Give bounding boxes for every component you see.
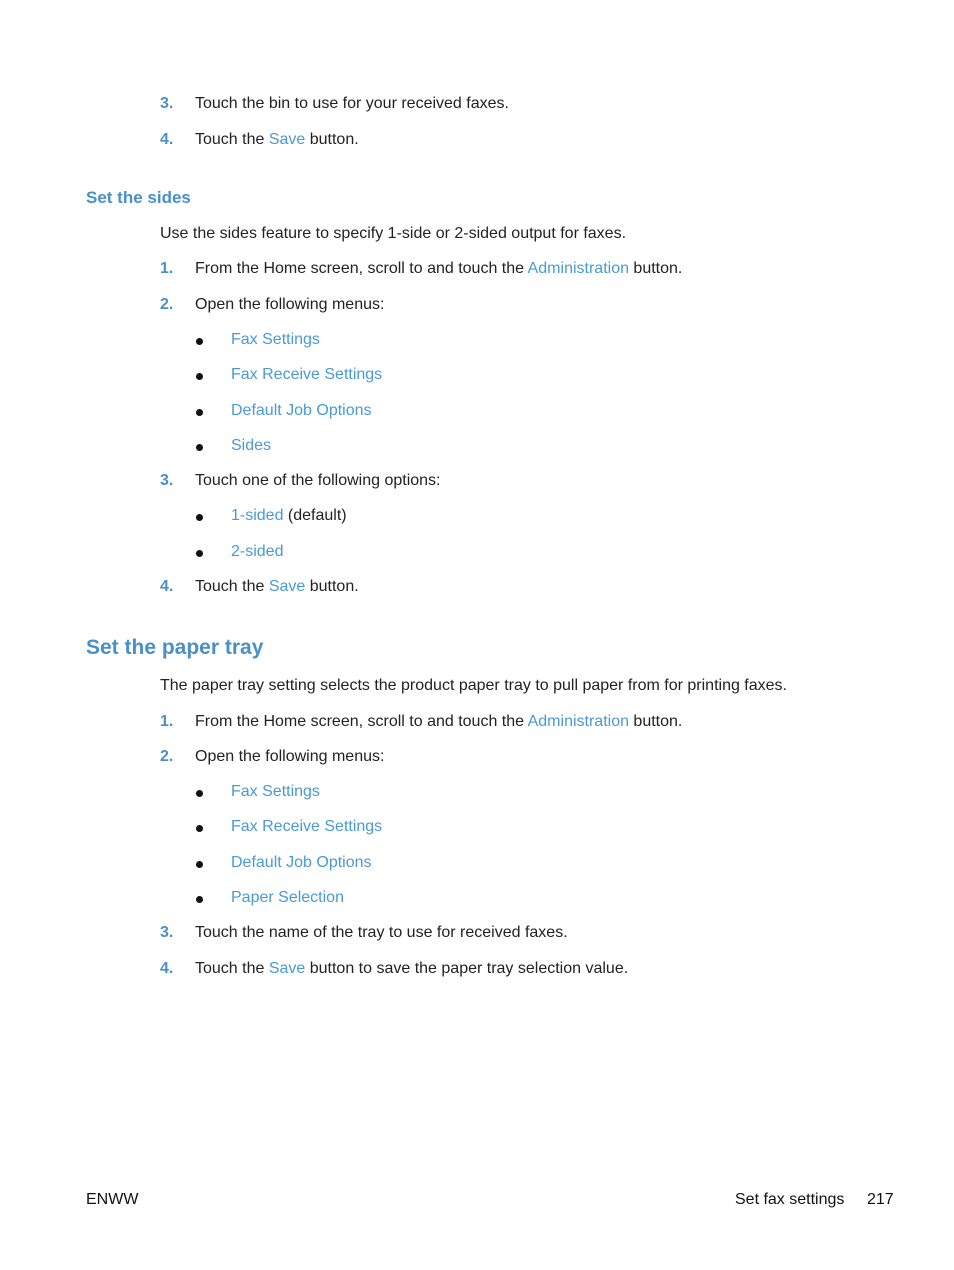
step-number: 2.	[160, 748, 174, 765]
step-text: Open the following menus:	[195, 296, 385, 313]
bullet	[196, 444, 203, 451]
save-link[interactable]: Save	[268, 131, 306, 148]
step-text: Touch the bin to use for your received faxes.	[195, 95, 509, 112]
footer-section-title: Set fax settings	[735, 1191, 845, 1208]
default-job-options-link[interactable]: Default Job Options	[231, 854, 372, 871]
sides-intro: Use the sides feature to specify 1-side or 2-sided output for faxes.	[160, 225, 627, 242]
step-number: 4.	[160, 578, 174, 595]
bullet	[196, 790, 203, 797]
step-text: Touch the Save button.	[195, 578, 359, 595]
bullet	[196, 373, 203, 380]
step-number: 3.	[160, 95, 174, 112]
bullet	[196, 514, 203, 521]
bullet	[196, 338, 203, 345]
administration-link[interactable]: Administration	[527, 713, 629, 730]
fax-settings-link[interactable]: Fax Settings	[231, 331, 320, 348]
step-number: 4.	[160, 960, 174, 977]
step-number: 1.	[160, 260, 174, 277]
step-text: Open the following menus:	[195, 748, 385, 765]
step-text: Touch the Save button.	[195, 131, 359, 148]
page-number: 217	[867, 1191, 894, 1208]
step-text: Touch the name of the tray to use for received faxes.	[195, 924, 568, 941]
1-sided-link[interactable]: 1-sided	[231, 507, 284, 524]
2-sided-link[interactable]: 2-sided	[231, 543, 284, 560]
step-text: From the Home screen, scroll to and touch the Administration button.	[195, 260, 683, 277]
step-number: 4.	[160, 131, 174, 148]
fax-settings-link[interactable]: Fax Settings	[231, 783, 320, 800]
tray-intro: The paper tray setting selects the product paper tray to pull paper from for printing faxes.	[160, 677, 787, 694]
footer-left-label: ENWW	[86, 1191, 139, 1208]
heading-set-the-sides: Set the sides	[86, 188, 191, 207]
fax-receive-settings-link[interactable]: Fax Receive Settings	[231, 818, 383, 835]
step-number: 1.	[160, 713, 174, 730]
default-job-options-link[interactable]: Default Job Options	[231, 402, 372, 419]
bullet	[196, 825, 203, 832]
step-text: Touch the Save button to save the paper tray selection value.	[195, 960, 629, 977]
bullet	[196, 896, 203, 903]
save-link[interactable]: Save	[268, 578, 306, 595]
bullet	[196, 409, 203, 416]
fax-receive-settings-link[interactable]: Fax Receive Settings	[231, 366, 383, 383]
paper-selection-link[interactable]: Paper Selection	[231, 889, 344, 906]
sides-link[interactable]: Sides	[231, 437, 272, 454]
administration-link[interactable]: Administration	[527, 260, 629, 277]
default-note: (default)	[283, 507, 347, 524]
step-text: Touch one of the following options:	[195, 472, 441, 489]
step-number: 3.	[160, 924, 174, 941]
step-text: From the Home screen, scroll to and touch the Administration button.	[195, 713, 683, 730]
bullet	[196, 550, 203, 557]
bullet	[196, 861, 203, 868]
step-number: 3.	[160, 472, 174, 489]
save-link[interactable]: Save	[268, 960, 306, 977]
step-number: 2.	[160, 296, 174, 313]
heading-set-the-paper-tray: Set the paper tray	[86, 636, 264, 659]
